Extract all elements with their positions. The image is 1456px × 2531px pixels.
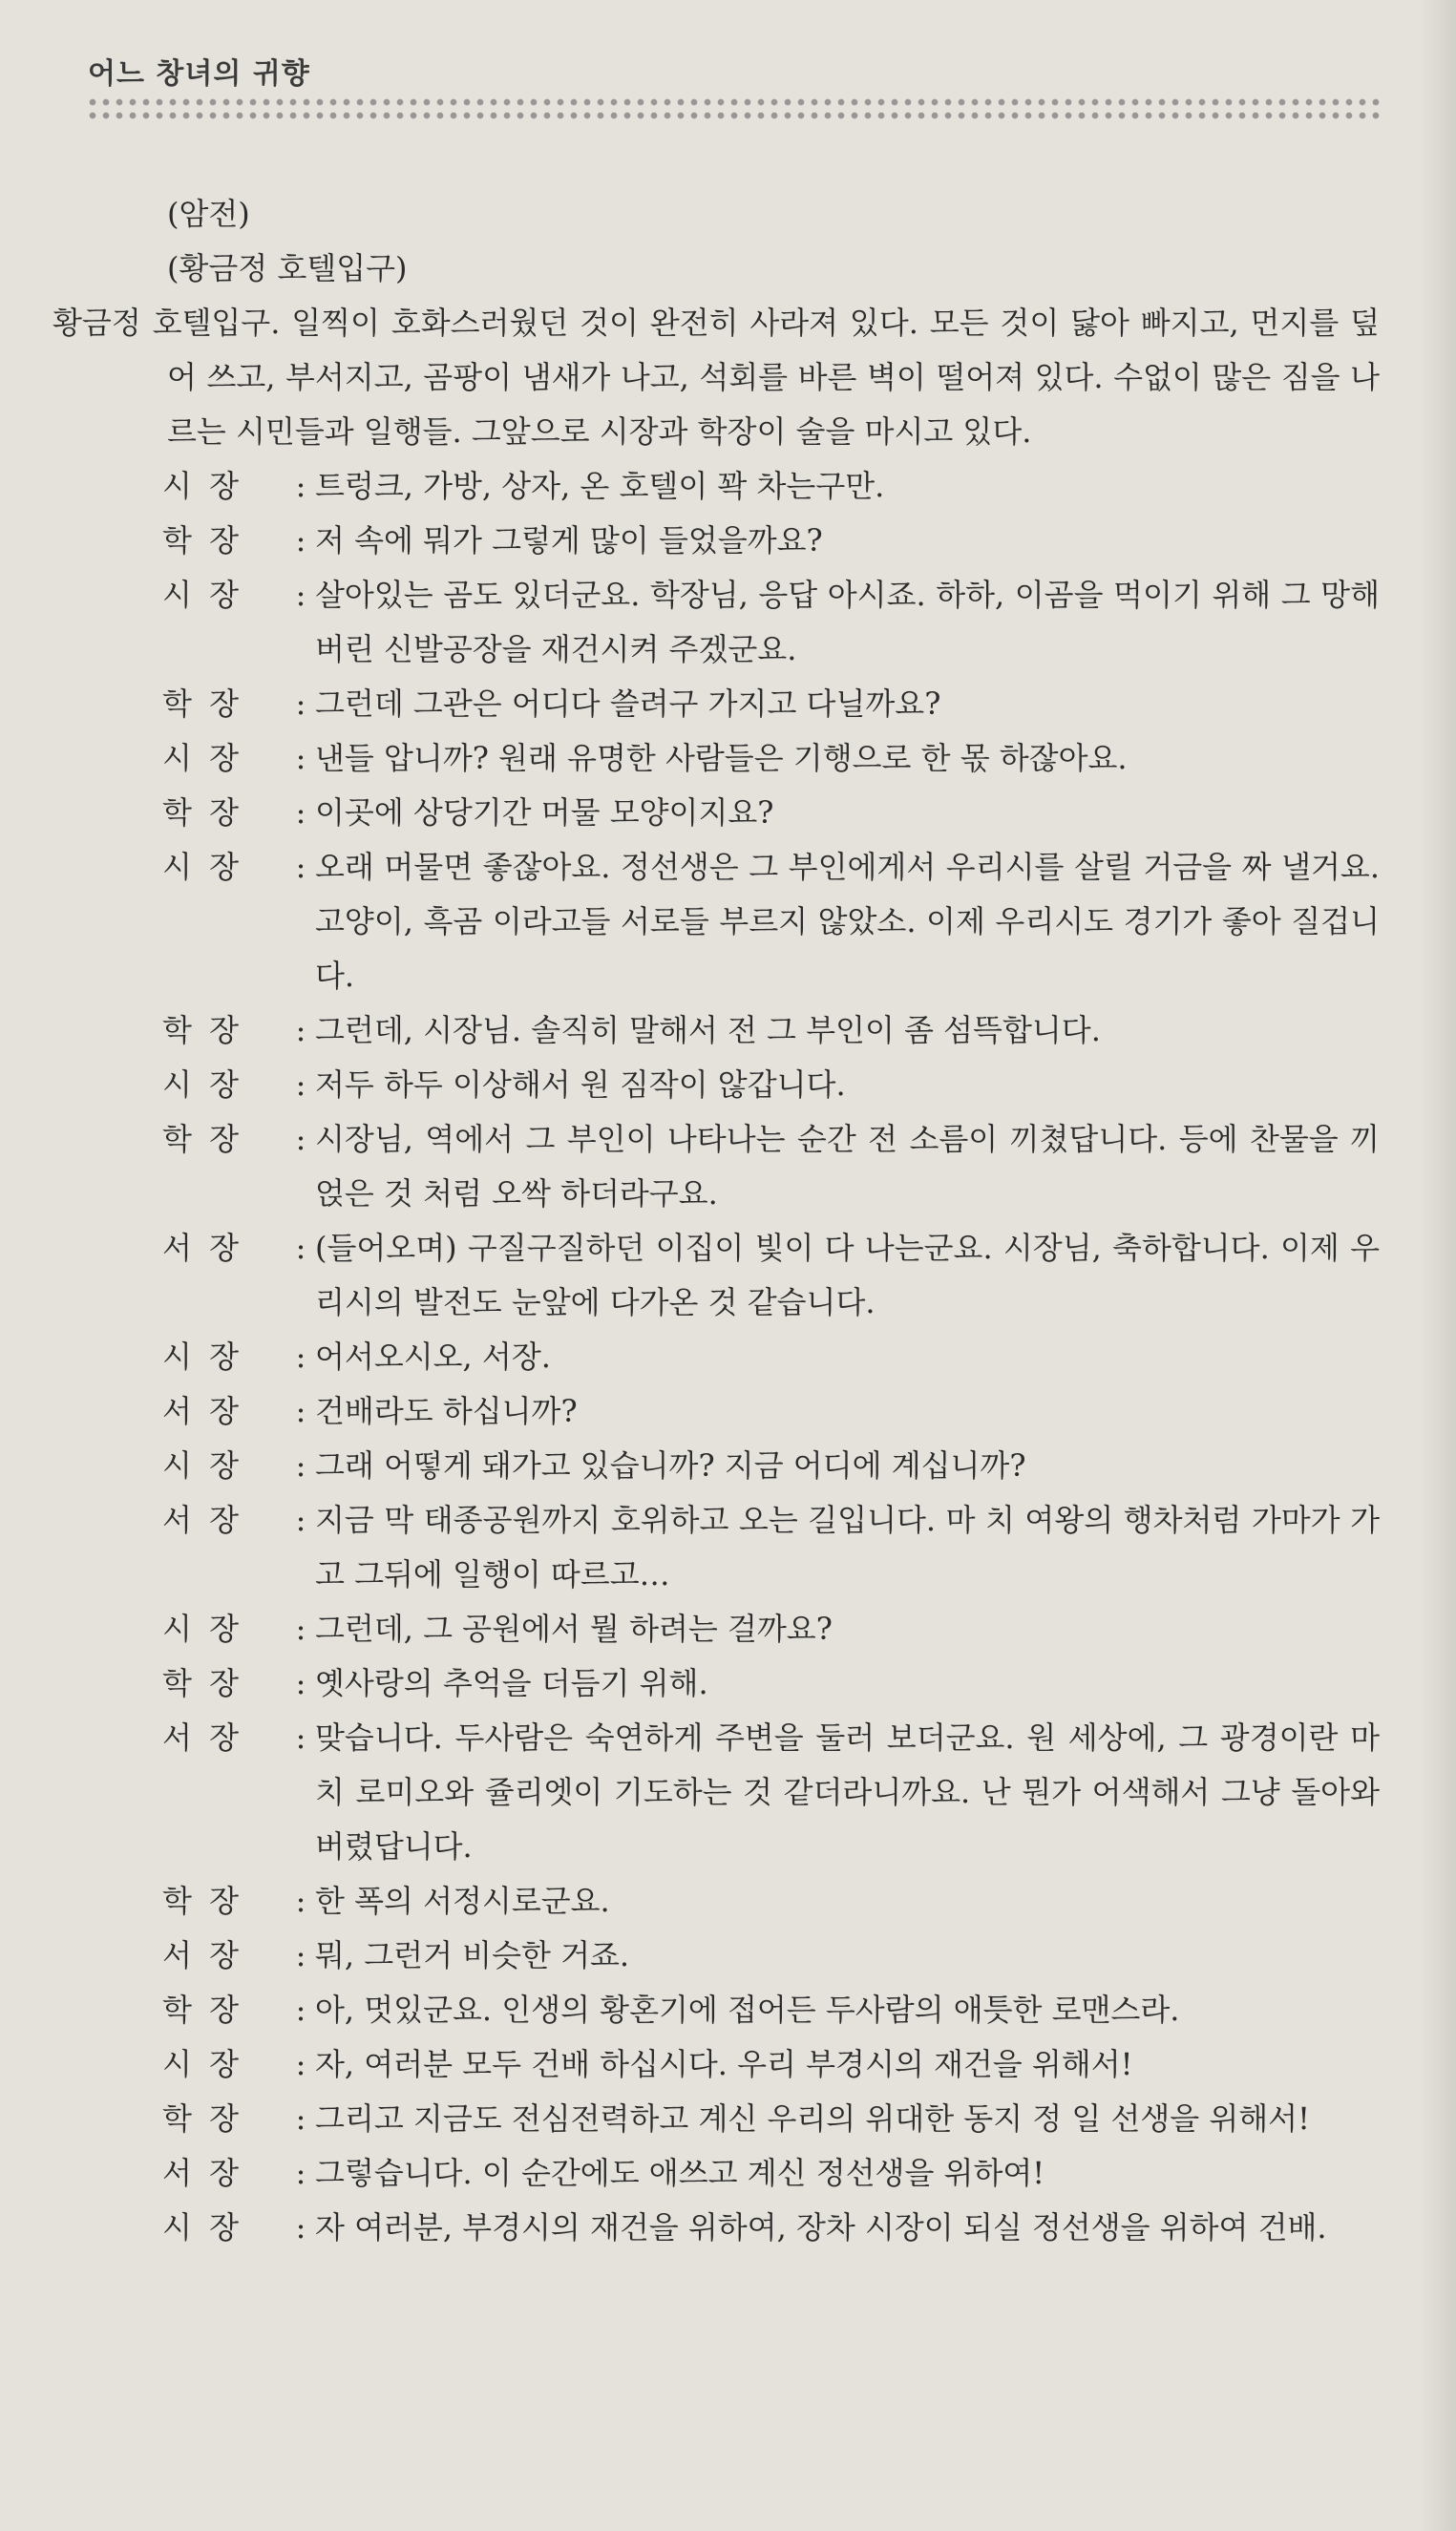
dialogue-text: 이곳에 상당기간 머물 모양이지요? [315,794,774,831]
speaker-name: 학 장 [162,1012,243,1048]
speaker-name: 서 장 [162,1937,243,1973]
speaker-name: 학 장 [162,1121,243,1157]
dialogue-line: 학 장 : 이곳에 상당기간 머물 모양이지요? [167,786,1380,840]
speaker-name: 시 장 [162,1611,243,1647]
dialogue-text: 아, 멋있군요. 인생의 황혼기에 접어든 두사람의 애틋한 로맨스라. [315,1992,1180,2028]
dialogue-text: 저 속에 뭐가 그렇게 많이 들었을까요? [315,522,823,559]
dialogue-line: 학 장 : 옛사랑의 추억을 더듬기 위해. [167,1656,1380,1711]
dotted-divider [86,95,1384,124]
dialogue-text: 맞습니다. 두사람은 숙연하게 주변을 둘러 보더군요. 원 세상에, 그 광경이란 마치 로미오와 쥴리엣이 기도하는 것 같더라니까요. 난 뭔가 어색해서 그냥 돌아와 버렸답니다. [315,1719,1380,1865]
speaker-name: 학 장 [162,1665,243,1701]
dialogue-line: 시 장 : 낸들 압니까? 원래 유명한 사람들은 기행으로 한 몫 하잖아요. [167,731,1380,786]
speaker-name: 서 장 [162,1719,243,1756]
dialogue-text: 그렇습니다. 이 순간에도 애쓰고 계신 정선생을 위하여! [315,2155,1045,2191]
dialogue-text: 트렁크, 가방, 상자, 온 호텔이 꽉 차는구만. [315,468,885,504]
speaker-name: 시 장 [162,1066,243,1103]
speaker-name: 학 장 [162,522,243,559]
dialogue-text: 그런데, 시장님. 솔직히 말해서 전 그 부인이 좀 섬뜩합니다. [315,1012,1101,1048]
speaker-name: 시 장 [162,2209,243,2246]
dialogue-line: 시 장 : 자 여러분, 부경시의 재건을 위하여, 장차 시장이 되실 정선생을 위하여 건배. [167,2201,1380,2255]
speaker-name: 학 장 [162,2100,243,2137]
speaker-name: 시 장 [162,577,243,613]
stage-direction: (황금정 호텔입구) [167,250,408,286]
dialogue-text: 건배라도 하십니까? [315,1393,578,1429]
dialogue-line: 학 장 : 한 폭의 서정시로군요. [167,1874,1380,1929]
dialogue-text: 그리고 지금도 전심전력하고 계신 우리의 위대한 동지 정 일 선생을 위해서! [315,2100,1310,2137]
dialogue-line: 시 장 : 자, 여러분 모두 건배 하십시다. 우리 부경시의 재건을 위해서! [167,2037,1380,2092]
speaker-name: 시 장 [162,468,243,504]
dialogue-text: 시장님, 역에서 그 부인이 나타나는 순간 전 소름이 끼쳤답니다. 등에 찬물을 끼얹은 것 처럼 오싹 하더라구요. [315,1121,1380,1212]
speaker-name: 학 장 [162,1992,243,2028]
speaker-name: 학 장 [162,1883,243,1919]
dialogue-line: 서 장 : 그렇습니다. 이 순간에도 애쓰고 계신 정선생을 위하여! [167,2146,1380,2201]
dialogue-line: 학 장 : 그리고 지금도 전심전력하고 계신 우리의 위대한 동지 정 일 선생을 위해서! [167,2092,1380,2146]
dialogue-text: 오래 머물면 좋잖아요. 정선생은 그 부인에게서 우리시를 살릴 거금을 짜 낼거요. 고양이, 흑곰 이라고들 서로들 부르지 않았소. 이제 우리시도 경기가 좋아 질겁니다. [315,849,1380,994]
dialogue-line: 학 장 : 저 속에 뭐가 그렇게 많이 들었을까요? [167,514,1380,568]
dialogue-text: 옛사랑의 추억을 더듬기 위해. [315,1665,708,1701]
dialogue-text: 그런데, 그 공원에서 뭘 하려는 걸까요? [315,1611,833,1647]
speaker-name: 시 장 [162,2046,243,2082]
dialogue-text: 그래 어떻게 돼가고 있습니까? 지금 어디에 계십니까? [315,1447,1026,1484]
speaker-name: 시 장 [162,1339,243,1375]
speaker-name: 시 장 [162,849,243,885]
dialogue-text: 살아있는 곰도 있더군요. 학장님, 응답 아시죠. 하하, 이곰을 먹이기 위해 그 망해버린 신발공장을 재건시켜 주겠군요. [315,577,1380,667]
dialogue-line: 시 장 : 어서오시오, 서장. [167,1330,1380,1384]
speaker-name: 서 장 [162,2155,243,2191]
running-title: 어느 창녀의 귀향 [88,57,310,91]
speaker-name: 시 장 [162,1447,243,1484]
dialogue-line: 학 장 : 아, 멋있군요. 인생의 황혼기에 접어든 두사람의 애틋한 로맨스라. [167,1983,1380,2037]
dialogue-text: 낸들 압니까? 원래 유명한 사람들은 기행으로 한 몫 하잖아요. [315,740,1128,776]
dialogue-line: 시 장 : 그래 어떻게 돼가고 있습니까? 지금 어디에 계십니까? [167,1439,1380,1493]
dialogue-text: 자, 여러분 모두 건배 하십시다. 우리 부경시의 재건을 위해서! [315,2046,1133,2082]
dialogue-line: 학 장 : 그런데 그관은 어디다 쓸려구 가지고 다닐까요? [167,677,1380,731]
dialogue-line: 학 장 : 그런데, 시장님. 솔직히 말해서 전 그 부인이 좀 섬뜩합니다. [167,1003,1380,1058]
dialogue-line: 시 장 : 살아있는 곰도 있더군요. 학장님, 응답 아시죠. 하하, 이곰을 먹이기 위해 그 망해버린 신발공장을 재건시켜 주겠군요. [167,568,1380,677]
dialogue-text: 한 폭의 서정시로군요. [315,1883,610,1919]
dialogue-text: 그런데 그관은 어디다 쓸려구 가지고 다닐까요? [315,685,941,722]
dialogue-text: 지금 막 태종공원까지 호위하고 오는 길입니다. 마 치 여왕의 행차처럼 가마가 가고 그뒤에 일행이 따르고… [315,1502,1380,1592]
dialogue-line: 서 장 : 뭐, 그런거 비슷한 거죠. [167,1929,1380,1983]
dialogue-line: 시 장 : 저두 하두 이상해서 원 짐작이 않갑니다. [167,1058,1380,1112]
dialogue-text: 저두 하두 이상해서 원 짐작이 않갑니다. [315,1066,846,1103]
dialogue-line: 서 장 : (들어오며) 구질구질하던 이집이 빛이 다 나는군요. 시장님, 축하합니다. 이제 우리시의 발전도 눈앞에 다가온 것 같습니다. [167,1221,1380,1330]
speaker-name: 서 장 [162,1393,243,1429]
script-body [53,187,1380,2255]
dialogue-text: 자 여러분, 부경시의 재건을 위하여, 장차 시장이 되실 정선생을 위하여 건배. [315,2209,1327,2246]
dialogue-line: 시 장 : 트렁크, 가방, 상자, 온 호텔이 꽉 차는구만. [167,459,1380,514]
dialogue-text: 어서오시오, 서장. [315,1339,551,1375]
dialogue-line: 시 장 : 오래 머물면 좋잖아요. 정선생은 그 부인에게서 우리시를 살릴 거금을 짜 낼거요. 고양이, 흑곰 이라고들 서로들 부르지 않았소. 이제 우리시도 경기가 좋아 질겁니다. [167,840,1380,1003]
stage-direction: (암전) [167,196,250,232]
narration-text: 황금정 호텔입구. 일찍이 호화스러웠던 것이 완전히 사라져 있다. 모든 것이 닳아 빠지고, 먼지를 덮어 쓰고, 부서지고, 곰팡이 냄새가 나고, 석회를 바른 벽이 떨어져 있다. 수없이 많은 짐을 나르는 시민들과 일행들. 그앞으로 시장과 학장이 술을 마시고 있다. [53,305,1380,450]
dialogue-line: 학 장 : 시장님, 역에서 그 부인이 나타나는 순간 전 소름이 끼쳤답니다. 등에 찬물을 끼얹은 것 처럼 오싹 하더라구요. [167,1112,1380,1221]
speaker-name: 학 장 [162,685,243,722]
dialogue-text: 뭐, 그런거 비슷한 거죠. [315,1937,630,1973]
speaker-name: 시 장 [162,740,243,776]
dialogue-text: (들어오며) 구질구질하던 이집이 빛이 다 나는군요. 시장님, 축하합니다. 이제 우리시의 발전도 눈앞에 다가온 것 같습니다. [315,1230,1380,1320]
dialogue-line: 서 장 : 지금 막 태종공원까지 호위하고 오는 길입니다. 마 치 여왕의 행차처럼 가마가 가고 그뒤에 일행이 따르고… [167,1493,1380,1602]
dialogue-line: 서 장 : 건배라도 하십니까? [167,1384,1380,1439]
speaker-name: 서 장 [162,1502,243,1538]
speaker-name: 서 장 [162,1230,243,1266]
dialogue-line: 시 장 : 그런데, 그 공원에서 뭘 하려는 걸까요? [167,1602,1380,1656]
narration-paragraph [53,296,1380,459]
speaker-name: 학 장 [162,794,243,831]
dialogue-line: 서 장 : 맞습니다. 두사람은 숙연하게 주변을 둘러 보더군요. 원 세상에, 그 광경이란 마치 로미오와 쥴리엣이 기도하는 것 같더라니까요. 난 뭔가 어색해서 그냥 돌아와 버렸답니다. [167,1711,1380,1874]
